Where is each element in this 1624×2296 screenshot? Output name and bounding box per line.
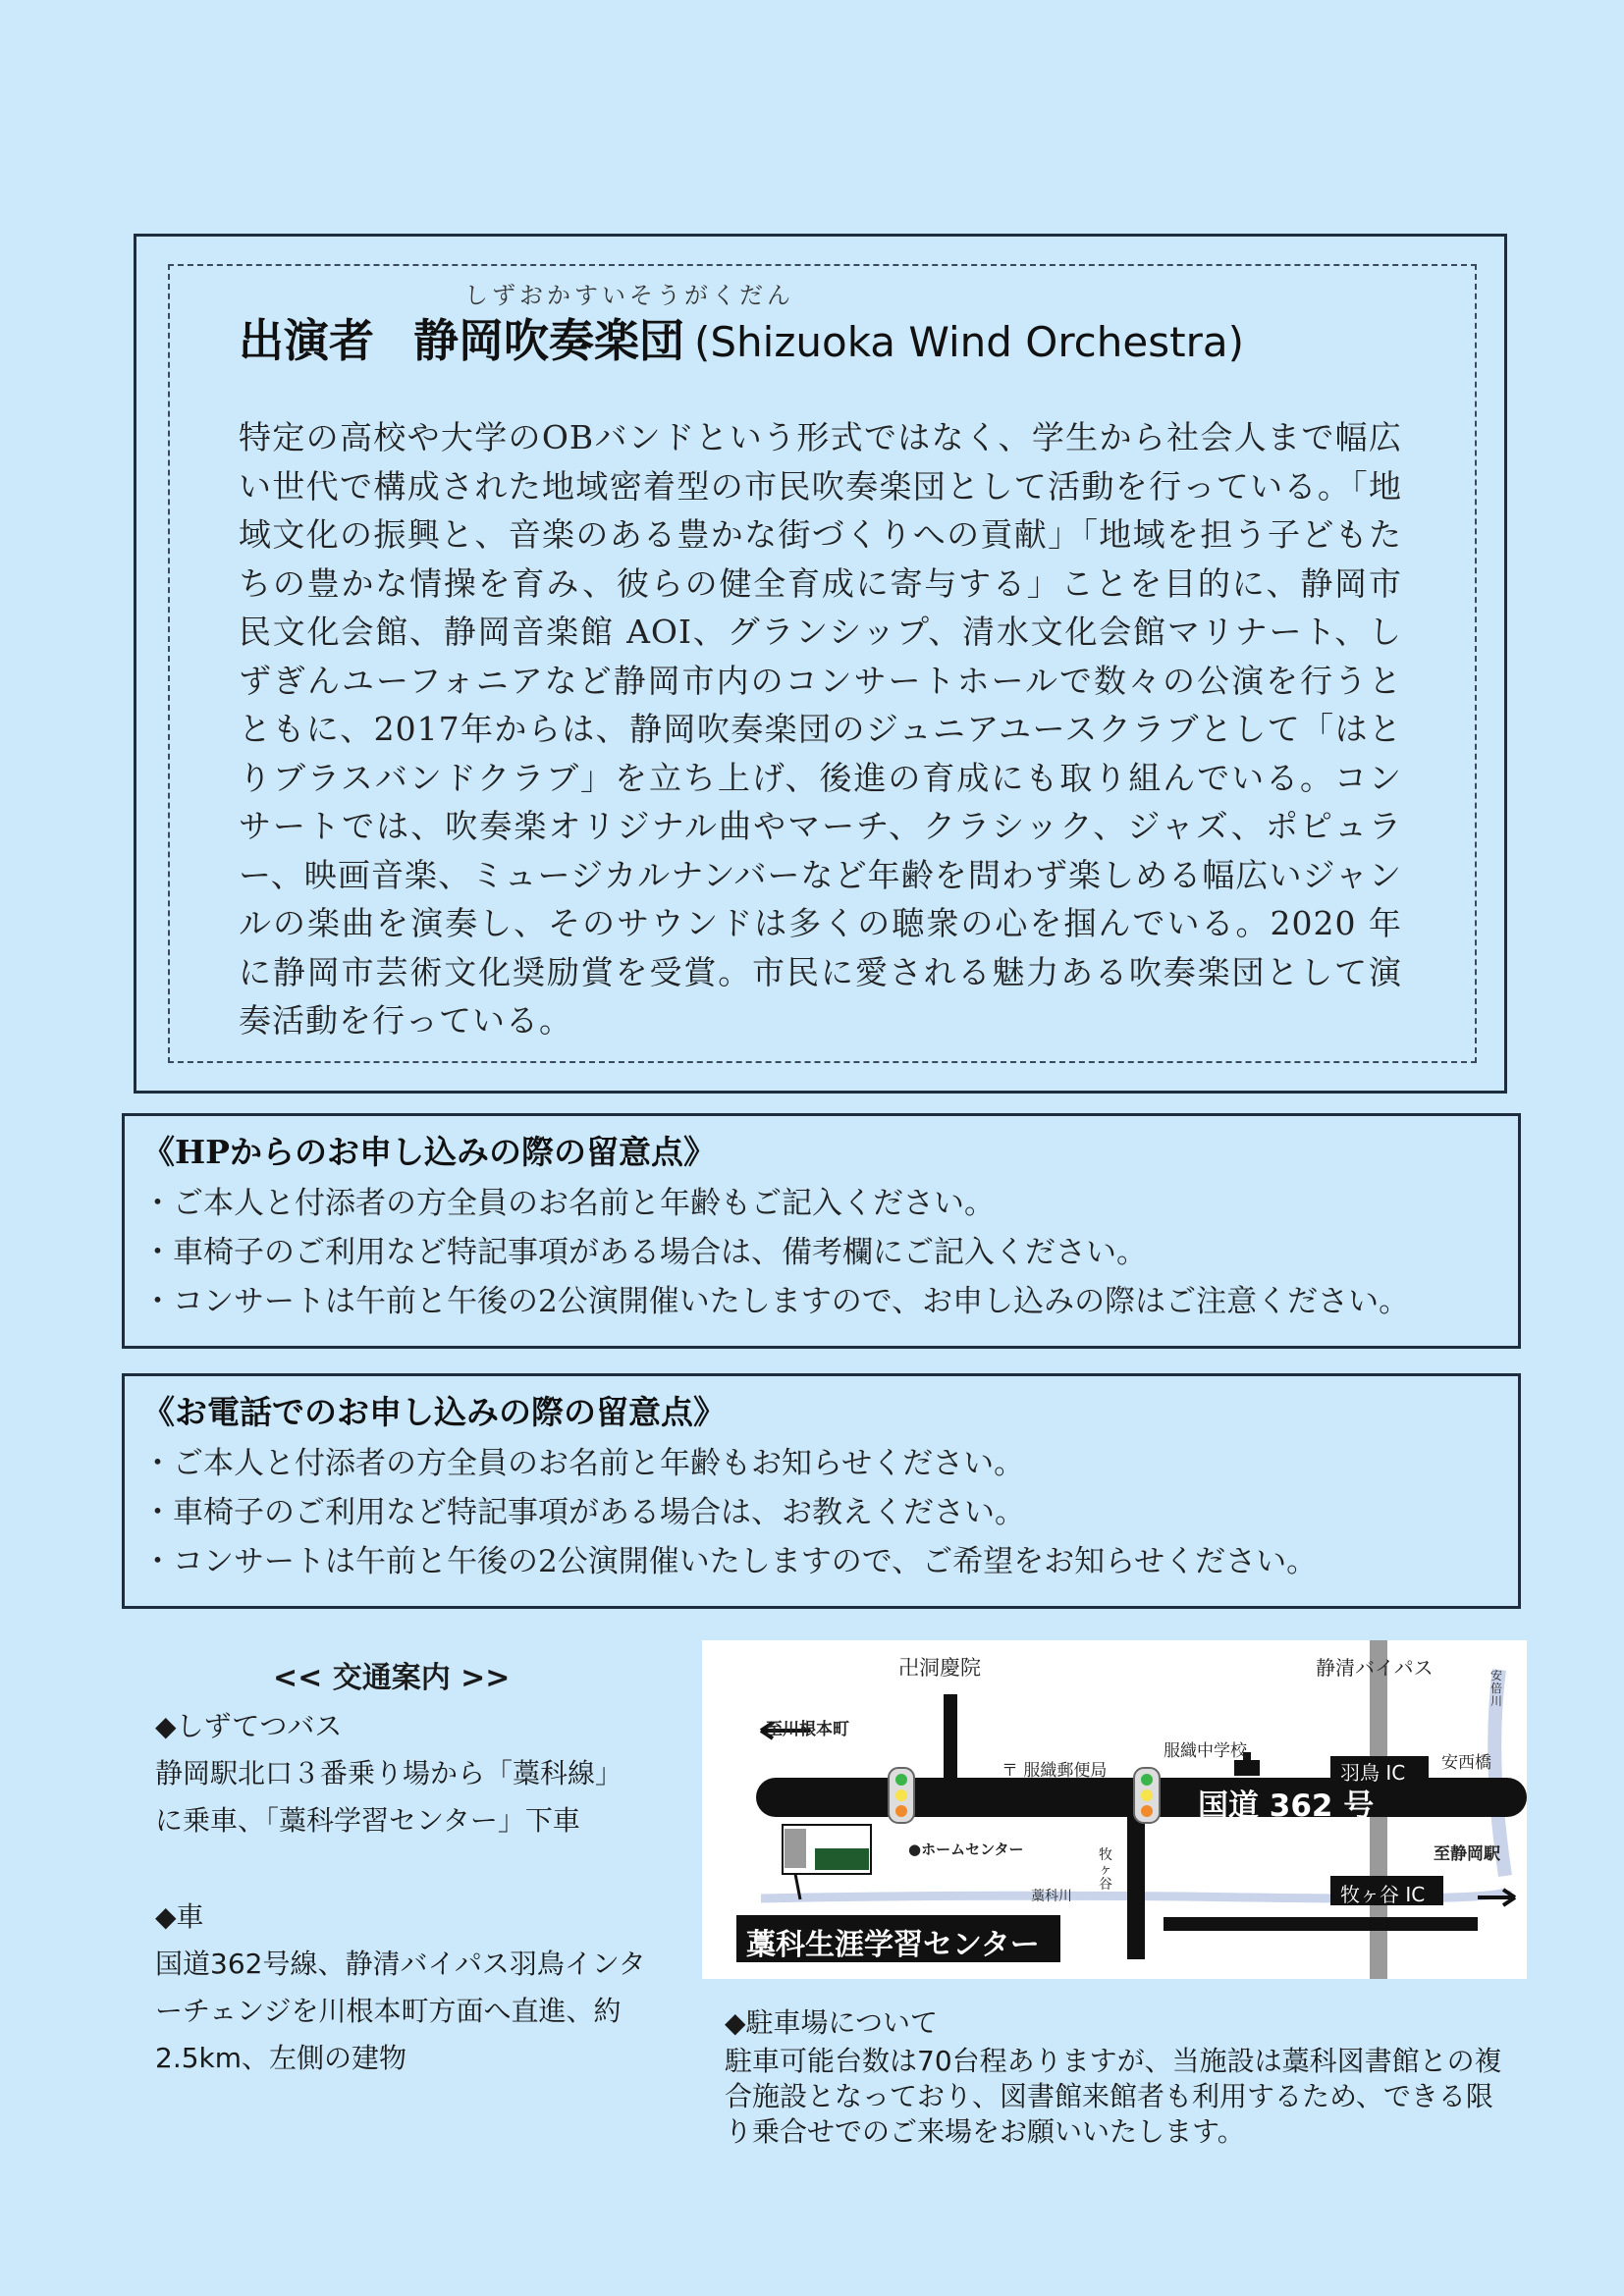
performer-name: 静岡吹奏楽団 <box>413 314 684 367</box>
notice-tel-box <box>122 1373 1521 1609</box>
performer-inner-frame <box>168 264 1477 1063</box>
map-label-temple: 卍洞慶院 <box>898 1656 981 1680</box>
map-label-post: 〒 服織郵便局 <box>1001 1761 1108 1781</box>
map-label-kawane: 至川根本町 <box>766 1720 849 1739</box>
notice-hp-title: 《HPからのお申し込みの際の留意点》 <box>142 1133 716 1171</box>
map-label-makigaya: 牧ヶ谷 <box>1099 1847 1112 1893</box>
performer-title <box>239 305 1244 370</box>
list-item: ・ご本人と付添者の方全員のお名前と年齢もお知らせください。 <box>142 1446 1025 1481</box>
performer-name-en: (Shizuoka Wind Orchestra) <box>694 318 1244 366</box>
notice-hp-list <box>142 1179 1500 1326</box>
road-makigaya <box>1164 1917 1478 1931</box>
bus-text: 静岡駅北口３番乗り場から「藁科線」に乗車、「藁科学習センター」下車 <box>155 1757 623 1837</box>
map-label-habatori-ic: 羽鳥 IC <box>1340 1761 1406 1785</box>
notice-tel-list <box>142 1439 1500 1586</box>
road-south <box>1127 1812 1145 1959</box>
map-label-shizuoka-station: 至静岡駅 <box>1434 1844 1500 1864</box>
access-title: << 交通案内 >> <box>273 1661 511 1695</box>
performer-box <box>134 234 1507 1094</box>
notice-hp-box <box>122 1113 1521 1349</box>
access-section <box>155 1654 646 2082</box>
parking-text: 駐車可能台数は70台程ありますが、当施設は藁科図書館との複合施設となっており、図書館来館者も利用するため、できる限り乗合せでのご来場をお願いいたします。 <box>725 2045 1502 2148</box>
list-item: ・コンサートは午前と午後の2公演開催いたしますので、お申し込みの際はご注意ください。 <box>142 1284 1410 1319</box>
map-label-anzai: 安西橋 <box>1441 1753 1491 1773</box>
list-item: ・ご本人と付添者の方全員のお名前と年齢もご記入ください。 <box>142 1186 995 1221</box>
performer-label: 出演者 <box>239 314 374 367</box>
car-text: 国道362号線、静清バイパス羽鳥インターチェンジを川根本町方面へ直進、約2.5km、左側の建物 <box>155 1948 646 2074</box>
map-label-bypass: 静清バイパス <box>1316 1656 1434 1680</box>
map-label-facility: 藁科生涯学習センター <box>746 1928 1040 1962</box>
map-label-home-center: ●ホームセンター <box>908 1841 1024 1858</box>
bus-heading: ◆しずてつバス <box>155 1710 343 1742</box>
parking-section <box>725 2002 1510 2150</box>
traffic-signal-icon <box>889 1768 914 1823</box>
car-heading: ◆車 <box>155 1900 204 1933</box>
access-map <box>702 1640 1527 1979</box>
map-label-school: 服織中学校 <box>1164 1741 1247 1761</box>
traffic-signal-icon <box>1134 1768 1160 1823</box>
road-north <box>944 1694 957 1783</box>
facility-building-icon <box>783 1825 871 1899</box>
performer-ruby: しずおかすいそうがくだん <box>464 282 794 309</box>
list-item: ・車椅子のご利用など特記事項がある場合は、お教えください。 <box>142 1495 1025 1530</box>
notice-tel-title: 《お電話でのお申し込みの際の留意点》 <box>142 1393 726 1431</box>
map-label-warashina-river: 藁科川 <box>1031 1889 1072 1904</box>
list-item: ・コンサートは午前と午後の2公演開催いたしますので、ご希望をお知らせください。 <box>142 1544 1318 1579</box>
list-item: ・車椅子のご利用など特記事項がある場合は、備考欄にご記入ください。 <box>142 1235 1147 1270</box>
map-label-makigaya-ic: 牧ヶ谷 IC <box>1340 1883 1426 1906</box>
parking-heading: ◆駐車場について <box>725 2006 938 2039</box>
performer-description: 特定の高校や大学のOBバンドという形式ではなく、学生から社会人まで幅広い世代で構成された地域密着型の市民吹奏楽団として活動を行っている。「地域文化の振興と、音楽のある豊かな街づくりへの貢献」「地域を担う子どもたちの豊かな情操を育み、彼らの健全育成に寄与する」ことを目的に、静岡市民文化会館、静岡音楽館 AOI、グランシップ、清水文化会館マリナート、しずぎんユーフォニアなど静岡市内のコンサートホールで数々の公演を行うとともに、2017年からは、静岡吹奏楽団のジュニアユースクラブとして「はとりブラスバンドクラブ」を立ち上げ、後進の育成にも取り組んでいる。コンサートでは、吹奏楽オリジナル曲やマーチ、クラシック、ジャズ、ポピュラー、映画音楽、ミュージカルナンバーなど年齢を問わず楽しめる幅広いジャンルの楽曲を演奏し、そのサウンドは多くの聴衆の心を掴んでいる。2020 年に静岡市芸術文化奨励賞を受賞。市民に愛される魅力ある吹奏楽団として演奏活動を行っている。 <box>239 418 1403 1040</box>
map-label-abe-river: 安倍川 <box>1490 1669 1503 1708</box>
map-label-route: 国道 362 号 <box>1198 1789 1375 1824</box>
